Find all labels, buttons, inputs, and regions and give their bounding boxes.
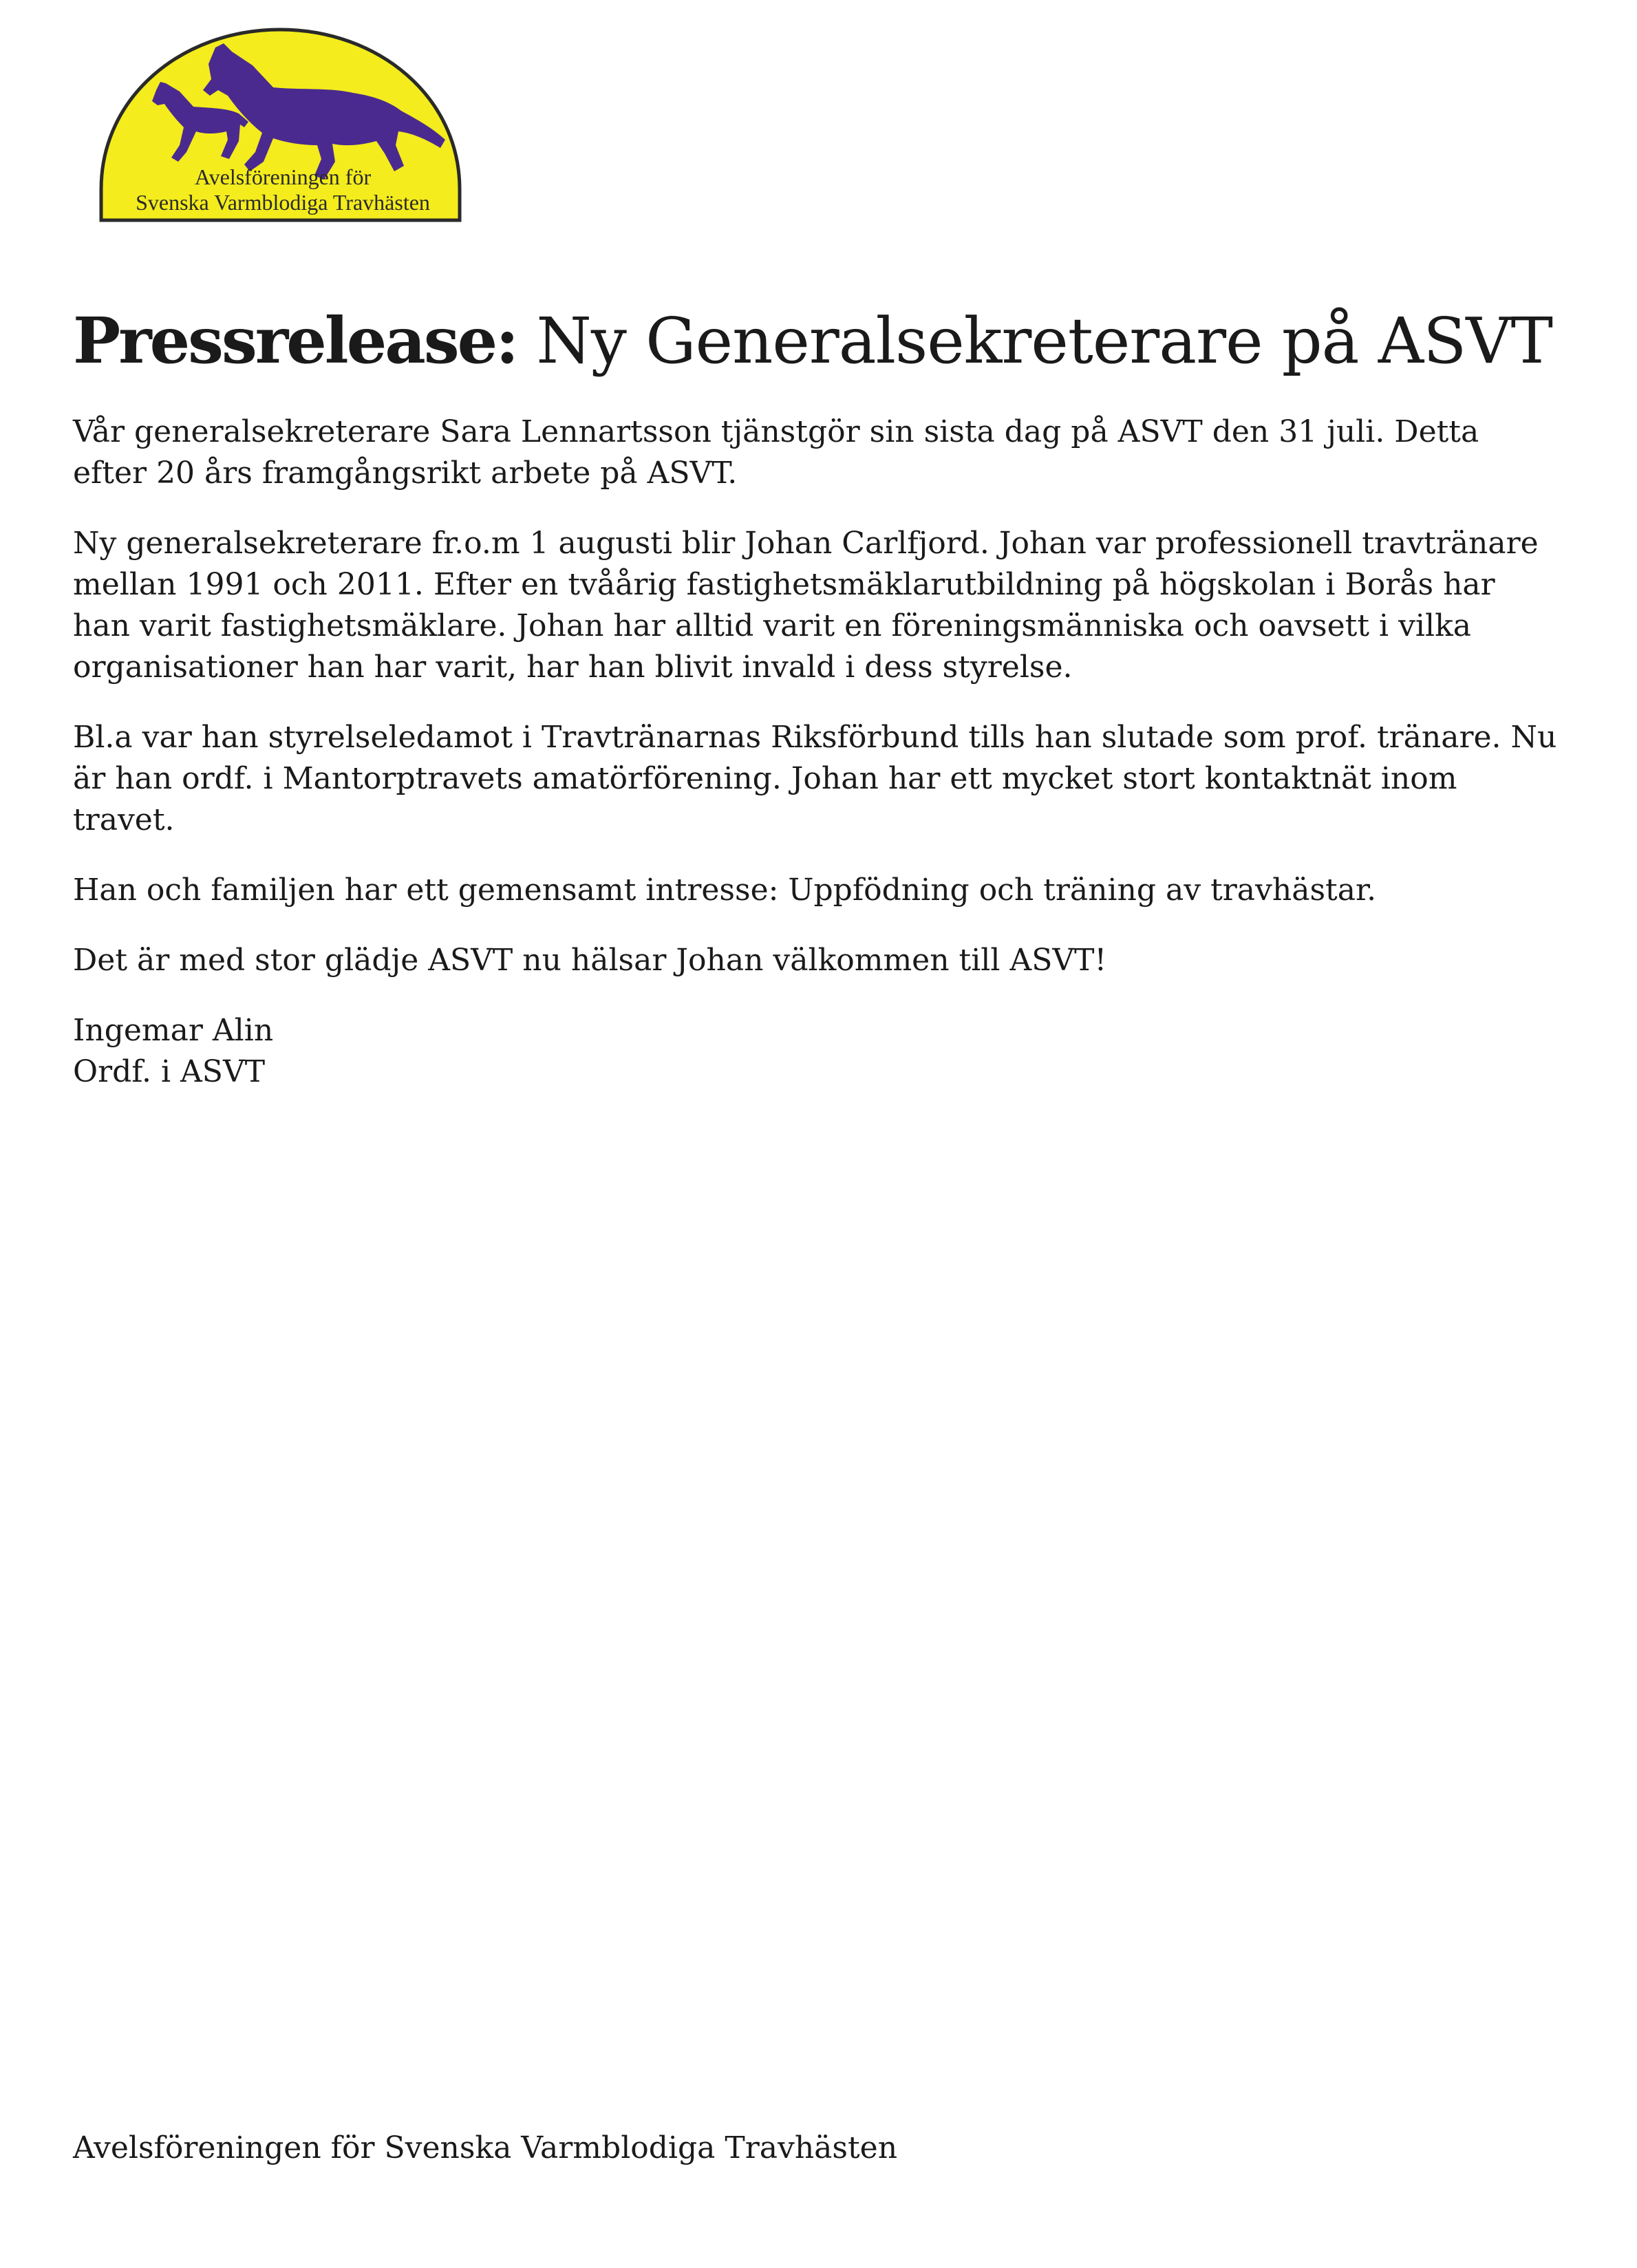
signature-name: Ingemar Alin xyxy=(73,1013,274,1049)
paragraph: Han och familjen har ett gemensamt intresse: Uppfödning och träning av travhästar. xyxy=(73,873,1377,908)
paragraph: Bl.a var han styrelseledamot i Travtränarnas Riksförbund tills han slutade som prof. tränare. Nu är han ordf. i Mantorptravets amatörförening. Johan har ett mycket stort kontaktnät inom travet. xyxy=(73,720,1557,838)
paragraph: Ny generalsekreterare fr.o.m 1 augusti blir Johan Carlfjord. Johan var professionell travtränare mellan 1991 och 2011. Efter en tvåårig fastighetsmäklarutbildning på högskolan i Borås har han varit fastighetsmäklare. Johan har alltid varit en föreningsmänniska och oavsett i vilka organisationer han har varit, har han blivit invald i dess styrelse. xyxy=(73,526,1539,685)
headline-lead: Pressrelease: xyxy=(73,303,517,378)
page-footer: Avelsföreningen för Svenska Varmblodiga Travhästen xyxy=(73,2130,898,2165)
press-release xyxy=(73,303,1559,1093)
signature-role: Ordf. i ASVT xyxy=(73,1054,266,1090)
paragraph: Vår generalsekreterare Sara Lennartsson tjänstgör sin sista dag på ASVT den 31 juli. Detta efter 20 års framgångsrikt arbete på ASVT. xyxy=(73,414,1479,491)
asvt-logo xyxy=(93,24,468,231)
headline-title: Ny Generalsekreterare på ASVT xyxy=(536,304,1553,378)
paragraph: Det är med stor glädje ASVT nu hälsar Johan välkommen till ASVT! xyxy=(73,943,1107,978)
signature xyxy=(73,1010,1559,1093)
logo-line1: Avelsföreningen för xyxy=(194,164,372,189)
page-title xyxy=(73,303,1559,378)
horse-mare-foal-icon xyxy=(93,24,468,231)
logo-line2: Svenska Varmblodiga Travhästen xyxy=(136,190,430,215)
